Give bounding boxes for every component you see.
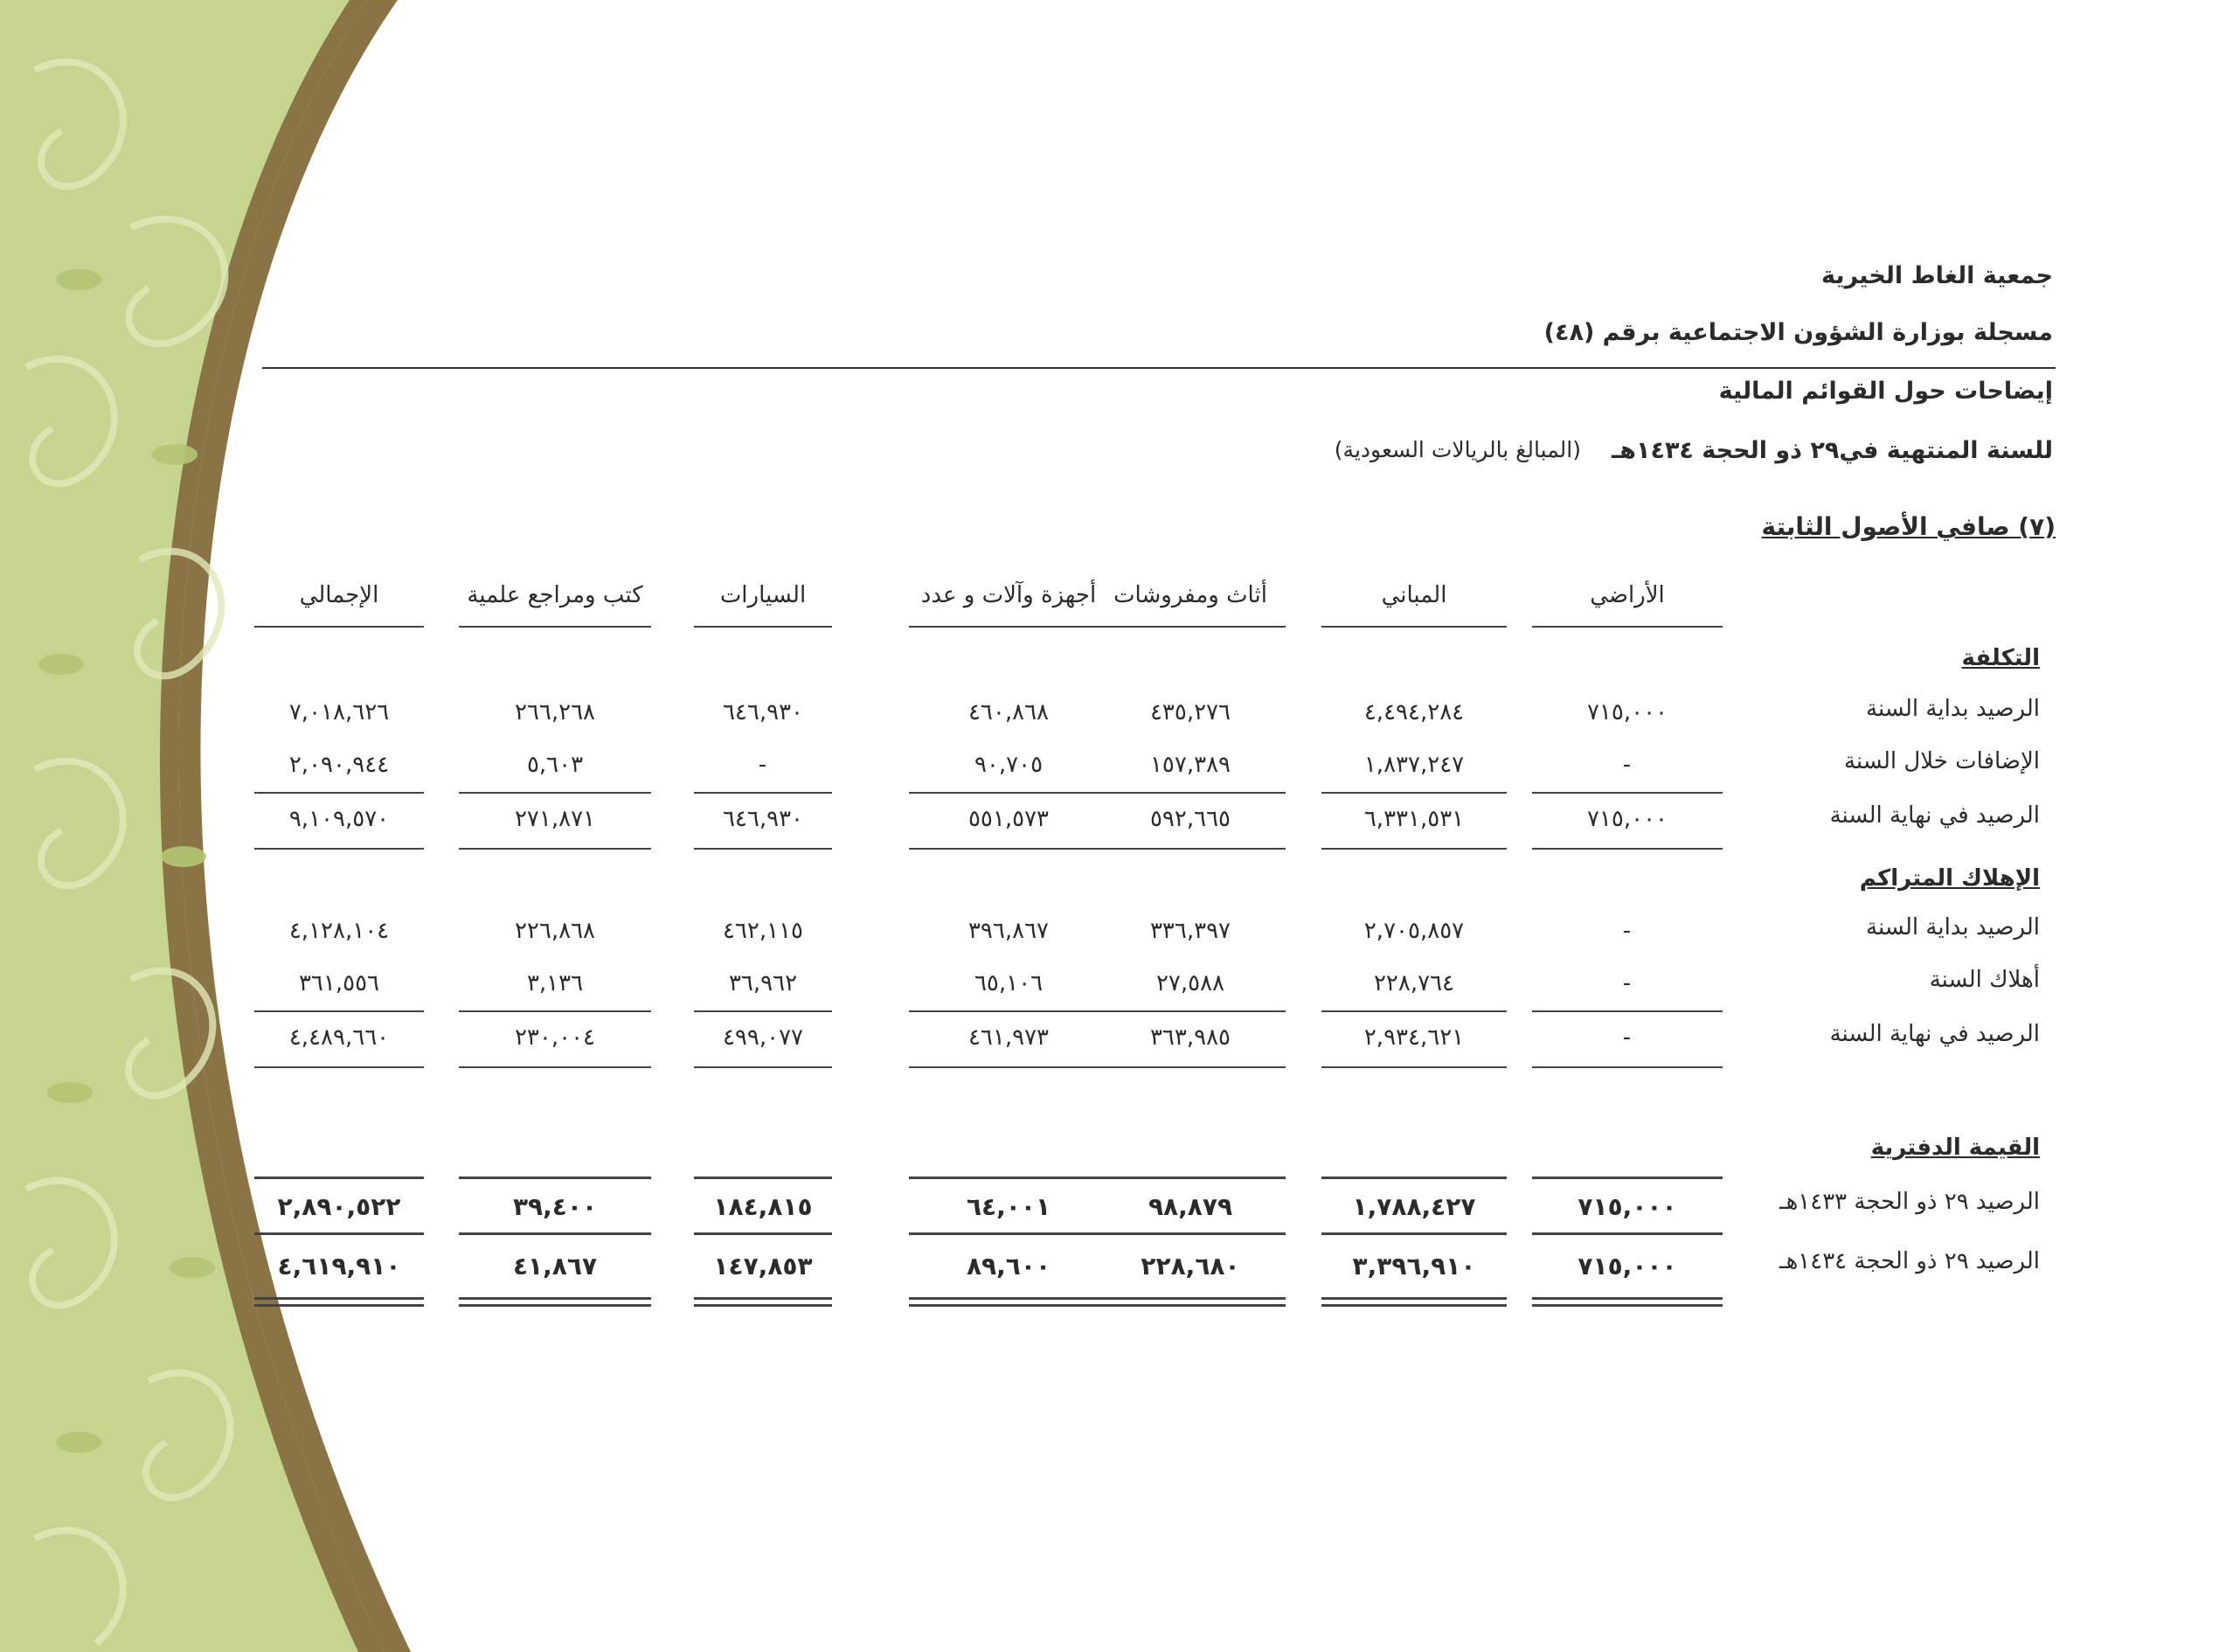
row-label-dep-begin: الرصيد بداية السنة [1866,914,2040,941]
row-label-bv-1434: الرصيد ٢٩ ذو الحجة ١٤٣٤هـ [1779,1248,2040,1274]
table-rule [909,1297,1108,1300]
cell-dep-begin-vehicles: ٤٦٢,١١٥ [722,918,804,944]
cell-bv-1434-buildings: ٣,٣٩٦,٩١٠ [1352,1252,1476,1281]
cell-dep-begin-furniture: ٣٣٦,٣٩٧ [1149,918,1231,944]
table-rule [1095,848,1286,850]
cell-dep-year-land: - [1622,970,1633,996]
cell-dep-year-equipment: ٦٥,١٠٦ [974,970,1044,996]
cell-cost-begin-land: ٧١٥,٠٠٠ [1586,699,1668,725]
cell-cost-additions-land: - [1622,752,1633,778]
cell-dep-begin-buildings: ٢,٧٠٥,٨٥٧ [1363,918,1465,944]
period-text: للسنة المنتهية في٢٩ ذو الحجة ١٤٣٤هـ [1612,437,2053,464]
cell-cost-end-buildings: ٦,٣٣١,٥٣١ [1363,806,1465,832]
table-rule [459,1010,651,1012]
table-rule [1321,1304,1507,1307]
cell-bv-1433-buildings: ١,٧٨٨,٤٢٧ [1352,1192,1476,1221]
table-rule [694,1177,832,1179]
row-label-cost-end: الرصيد في نهاية السنة [1829,802,2040,829]
table-rule [459,792,651,794]
cell-cost-additions-total: ٢,٠٩٠,٩٤٤ [288,752,390,778]
column-header-vehicles: السيارات [719,582,807,608]
report-title: إيضاحات حول القوائم المالية [1718,378,2053,405]
cell-cost-end-books: ٢٧١,٨٧١ [514,806,596,832]
table-rule [1095,1066,1286,1068]
column-header-underline [254,626,424,628]
cell-dep-end-furniture: ٣٦٣,٩٨٥ [1149,1024,1231,1051]
table-rule [254,792,424,794]
table-rule [1095,792,1286,794]
cell-bv-1433-vehicles: ١٨٤,٨١٥ [713,1192,813,1221]
table-rule [694,1304,832,1307]
column-header-books: كتب ومراجع علمية [467,582,643,608]
table-rule [1095,1297,1286,1300]
cell-cost-end-furniture: ٥٩٢,٦٦٥ [1149,806,1231,832]
table-rule [694,1010,832,1012]
cell-dep-begin-books: ٢٢٦,٨٦٨ [514,918,596,944]
cell-dep-year-vehicles: ٣٦,٩٦٢ [728,970,798,996]
table-rule [1532,1177,1723,1179]
table-rule [694,848,832,850]
table-rule [1321,1297,1507,1300]
table-rule [1321,1066,1507,1068]
cell-cost-additions-vehicles: - [758,752,768,778]
registration-text: مسجلة بوزارة الشؤون الاجتماعية برقم (٤٨) [1543,319,2053,346]
table-rule [459,1232,651,1235]
table-rule [909,1066,1108,1068]
cell-dep-end-land: - [1622,1024,1633,1051]
cell-dep-begin-land: - [1622,918,1633,944]
cell-cost-begin-furniture: ٤٣٥,٢٧٦ [1149,699,1231,725]
table-rule [1321,792,1507,794]
cell-dep-end-total: ٤,٤٨٩,٦٦٠ [288,1024,390,1051]
note-title: (٧) صافي الأصول الثابتة [1761,512,2056,541]
table-rule [694,1297,832,1300]
table-rule [459,1297,651,1300]
table-rule [694,792,832,794]
table-rule [1321,1232,1507,1235]
cell-cost-end-vehicles: ٦٤٦,٩٣٠ [722,806,804,832]
cell-dep-begin-equipment: ٣٩٦,٨٦٧ [967,918,1050,944]
section-cost: التكلفة [1961,645,2040,671]
table-rule [1321,1010,1507,1012]
cell-dep-year-buildings: ٢٢٨,٧٦٤ [1373,970,1455,996]
table-rule [1532,1010,1723,1012]
table-rule [1532,1304,1723,1307]
table-rule [1095,1304,1286,1307]
cell-cost-end-total: ٩,١٠٩,٥٧٠ [288,806,390,832]
cell-dep-end-books: ٢٣٠,٠٠٤ [514,1024,596,1051]
cell-bv-1434-books: ٤١,٨٦٧ [512,1252,598,1281]
column-header-underline [1532,626,1723,628]
cell-bv-1433-books: ٣٩,٤٠٠ [512,1192,598,1221]
column-header-land: الأراضي [1590,582,1665,608]
table-rule [694,1066,832,1068]
table-rule [254,1297,424,1300]
table-rule [1321,848,1507,850]
row-label-dep-end: الرصيد في نهاية السنة [1829,1021,2040,1047]
table-rule [1095,1177,1286,1179]
table-rule [1095,1010,1286,1012]
column-header-underline [1321,626,1507,628]
cell-dep-end-equipment: ٤٦١,٩٧٣ [967,1024,1050,1051]
cell-cost-begin-vehicles: ٦٤٦,٩٣٠ [722,699,804,725]
table-rule [254,1232,424,1235]
table-rule [254,848,424,850]
cell-dep-year-total: ٣٦١,٥٥٦ [298,970,380,996]
section-book-value: القيمة الدفترية [1870,1135,2040,1161]
column-header-furniture: أثاث ومفروشات [1113,582,1267,608]
column-header-total: الإجمالي [299,582,379,608]
cell-dep-year-books: ٣,١٣٦ [526,970,584,996]
cell-dep-year-furniture: ٢٧,٥٨٨ [1155,970,1225,996]
column-header-underline [459,626,651,628]
table-rule [254,1304,424,1307]
cell-bv-1434-land: ٧١٥,٠٠٠ [1578,1252,1677,1281]
cell-dep-end-buildings: ٢,٩٣٤,٦٢١ [1363,1024,1465,1051]
row-label-cost-begin: الرصيد بداية السنة [1866,696,2040,722]
table-rule [254,1010,424,1012]
currency-note: (المبالغ بالريالات السعودية) [1334,437,1581,462]
row-label-dep-year: أهلاك السنة [1929,967,2040,993]
table-rule [459,1304,651,1307]
cell-cost-begin-books: ٢٦٦,٢٦٨ [514,699,596,725]
cell-cost-additions-equipment: ٩٠,٧٠٥ [974,752,1044,778]
table-rule [254,1066,424,1068]
table-rule [1532,1297,1723,1300]
table-rule [909,1304,1108,1307]
table-rule [909,1177,1108,1179]
cell-bv-1434-vehicles: ١٤٧,٨٥٣ [713,1252,813,1281]
table-rule [459,1066,651,1068]
table-rule [1095,1232,1286,1235]
table-rule [694,1232,832,1235]
table-rule [1532,792,1723,794]
column-header-underline [1095,626,1286,628]
cell-dep-end-vehicles: ٤٩٩,٠٧٧ [722,1024,804,1051]
row-label-cost-additions: الإضافات خلال السنة [1843,748,2040,774]
cell-cost-end-land: ٧١٥,٠٠٠ [1586,806,1668,832]
column-header-equipment: أجهزة وآلات و عدد [920,582,1097,608]
section-depreciation: الإهلاك المتراكم [1859,865,2040,892]
table-rule [459,1177,651,1179]
table-rule [909,1010,1108,1012]
table-rule [254,1177,424,1179]
cell-cost-end-equipment: ٥٥١,٥٧٣ [967,806,1050,832]
cell-cost-begin-buildings: ٤,٤٩٤,٢٨٤ [1363,699,1465,725]
table-rule [1532,1232,1723,1235]
organization-name: جمعية الغاط الخيرية [1821,262,2053,289]
cell-cost-additions-furniture: ١٥٧,٣٨٩ [1149,752,1231,778]
cell-bv-1434-equipment: ٨٩,٦٠٠ [966,1252,1051,1281]
column-header-underline [909,626,1108,628]
cell-bv-1434-total: ٤,٦١٩,٩١٠ [277,1252,401,1281]
cell-cost-additions-books: ٥,٦٠٣ [526,752,584,778]
cell-dep-begin-total: ٤,١٢٨,١٠٤ [288,918,390,944]
table-rule [1321,1177,1507,1179]
header-divider [262,367,2056,369]
table-rule [909,1232,1108,1235]
table-rule [459,848,651,850]
table-rule [909,792,1108,794]
cell-cost-additions-buildings: ١,٨٣٧,٢٤٧ [1363,752,1465,778]
column-header-buildings: المباني [1381,582,1447,608]
table-rule [909,848,1108,850]
cell-cost-begin-total: ٧,٠١٨,٦٢٦ [288,699,390,725]
cell-bv-1434-furniture: ٢٢٨,٦٨٠ [1141,1252,1240,1281]
cell-bv-1433-total: ٢,٨٩٠,٥٢٢ [277,1192,401,1221]
table-rule [1532,848,1723,850]
cell-cost-begin-equipment: ٤٦٠,٨٦٨ [967,699,1050,725]
cell-bv-1433-furniture: ٩٨,٨٧٩ [1148,1192,1233,1221]
cell-bv-1433-land: ٧١٥,٠٠٠ [1578,1192,1677,1221]
table-rule [1532,1066,1723,1068]
cell-bv-1433-equipment: ٦٤,٠٠١ [966,1192,1051,1221]
row-label-bv-1433: الرصيد ٢٩ ذو الحجة ١٤٣٣هـ [1779,1189,2040,1215]
column-header-underline [694,626,832,628]
